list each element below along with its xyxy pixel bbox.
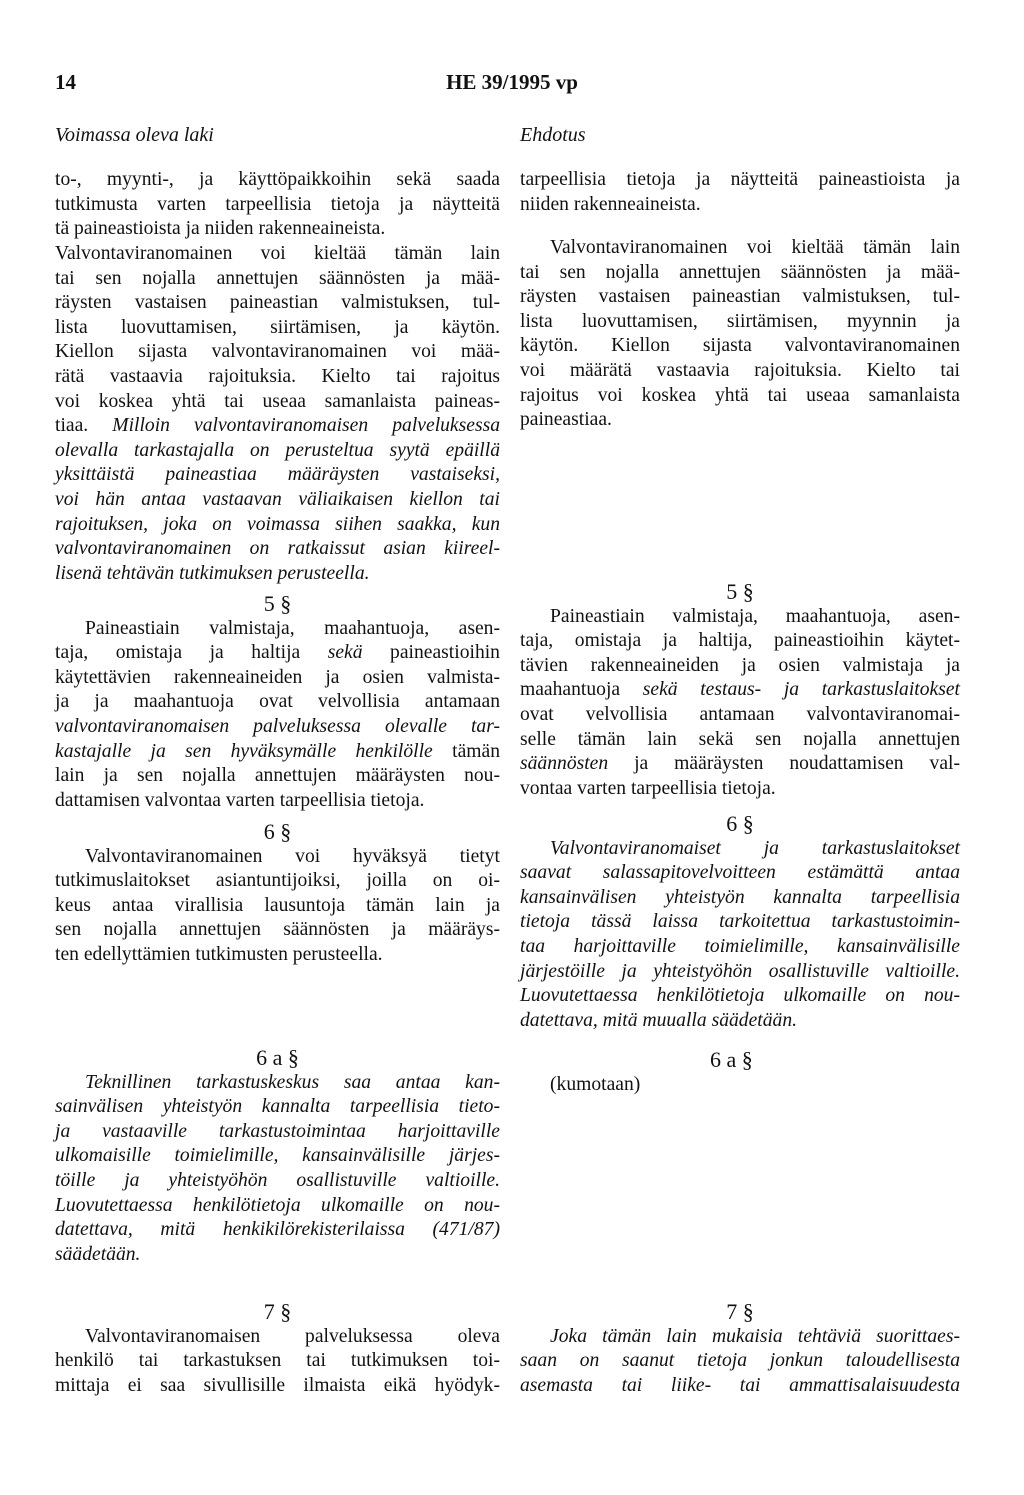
text-line: Teknillinen tarkastuskeskus saa antaa kan- bbox=[85, 1071, 500, 1093]
section-heading: 6 § bbox=[726, 811, 754, 836]
plain-text: taja, omistaja ja haltija bbox=[55, 642, 328, 664]
text-line-mixed bbox=[520, 752, 960, 777]
text-line: Valvontaviranomainen voi kieltää tämän lain bbox=[55, 243, 500, 264]
text-line: datettava, mitä henkikilörekisterilaissa (471/87) bbox=[55, 1219, 500, 1241]
section-heading: 6 a § bbox=[710, 1047, 753, 1072]
repealed-text: (kumotaan) bbox=[550, 1073, 641, 1095]
text-line: olevalla tarkastajalla on perusteltua syytä epäillä bbox=[55, 439, 500, 461]
left-section-6 bbox=[55, 820, 500, 968]
plain-text: maahantuoja bbox=[520, 679, 643, 701]
text-line: säädetään. bbox=[55, 1243, 141, 1265]
right-section-6 bbox=[520, 812, 960, 1033]
left-paragraph-2 bbox=[55, 242, 500, 586]
plain-text: paineastioihin bbox=[362, 642, 500, 664]
text-line-mixed bbox=[55, 641, 500, 666]
text-line: tä paineastioista ja niiden rakenneaineista. bbox=[55, 218, 386, 240]
right-intro-paragraph bbox=[520, 168, 960, 217]
text-line: voi koskea yhtä tai useaa samanlaista paineas- bbox=[55, 390, 500, 412]
text-line: niiden rakenneaineista. bbox=[520, 193, 701, 215]
text-line: keus antaa virallisia lausuntoja tämän lain ja bbox=[55, 894, 500, 916]
plain-text: tiaa. bbox=[55, 415, 113, 437]
text-line: lista luovuttamisen, siirtämisen, myynnin ja bbox=[520, 310, 960, 332]
text-line: töille ja yhteistyöhön osallistuville valtioille. bbox=[55, 1169, 500, 1191]
text-line: lisenä tehtävän tutkimuksen perusteella. bbox=[55, 562, 370, 584]
left-section-5 bbox=[55, 592, 500, 813]
text-line: Valvontaviranomaiset ja tarkastuslaitokset bbox=[550, 837, 960, 859]
text-line: dattamisen valvontaa varten tarpeellisia tietoja. bbox=[55, 789, 425, 811]
plain-text: ja määräysten noudattamisen val- bbox=[608, 753, 960, 775]
text-line: datettava, mitä muualla säädetään. bbox=[520, 1009, 798, 1031]
text-line: voi hän antaa vastaavan väliaikaisen kiellon tai bbox=[55, 488, 500, 510]
left-column-heading: Voimassa oleva laki bbox=[55, 124, 214, 146]
text-line: käytön. Kiellon sijasta valvontaviranomainen bbox=[520, 335, 960, 357]
text-line: lain ja sen nojalla annettujen määräysten nou- bbox=[55, 765, 500, 787]
text-line: räysten vastaisen paineastian valmistuksen, tul- bbox=[55, 292, 500, 314]
text-line: Joka tämän lain mukaisia tehtäviä suorittaes- bbox=[550, 1325, 960, 1347]
italic-text: säännösten bbox=[520, 753, 609, 775]
text-line: kansainvälisen yhteistyön kannalta tarpeellisia bbox=[520, 886, 960, 908]
text-line: valvontaviranomaisen palveluksessa olevalle tar- bbox=[55, 715, 500, 737]
right-section-7 bbox=[520, 1300, 960, 1398]
text-line: räysten vastaisen paineastian valmistuksen, tul- bbox=[520, 286, 960, 308]
right-column-heading: Ehdotus bbox=[520, 124, 586, 146]
text-line: selle tämän lain sekä sen nojalla annettujen bbox=[520, 728, 960, 750]
text-line: asemasta tai liike- tai ammattisalaisuudesta bbox=[520, 1374, 960, 1396]
text-line: rajoituksen, joka on voimassa siihen saakka, kun bbox=[55, 513, 500, 535]
text-line: Luovutettaessa henkilötietoja ulkomaille on nou- bbox=[55, 1194, 500, 1216]
text-line: voi määrätä vastaavia rajoituksia. Kielto tai bbox=[520, 359, 960, 381]
document-id: HE 39/1995 vp bbox=[446, 70, 578, 94]
section-heading: 5 § bbox=[726, 579, 754, 604]
text-line: sen nojalla annettujen säännösten ja määräys- bbox=[55, 919, 500, 941]
text-line: saavat salassapitovelvoitteen estämättä antaa bbox=[520, 862, 960, 884]
text-line: Paineastiain valmistaja, maahantuoja, asen- bbox=[85, 617, 500, 639]
text-line: järjestöille ja yhteistyöhön osallistuville valtioille. bbox=[520, 960, 960, 982]
section-heading: 5 § bbox=[263, 591, 292, 616]
text-line: tai sen nojalla annettujen säännösten ja mää- bbox=[520, 261, 960, 283]
left-section-6a bbox=[55, 1046, 500, 1267]
text-line: Valvontaviranomaisen palveluksessa oleva bbox=[85, 1325, 500, 1347]
right-paragraph-2 bbox=[520, 236, 960, 433]
section-heading: 6 § bbox=[263, 819, 292, 844]
italic-text: sekä testaus- ja tarkastuslaitokset bbox=[642, 679, 960, 701]
text-line: tutkimusta varten tarpeellisia tietoja ja näytteitä bbox=[55, 193, 500, 215]
text-line: yksittäistä paineastiaa määräysten vastaiseksi, bbox=[55, 464, 500, 486]
page-number: 14 bbox=[55, 70, 76, 94]
text-line: tai sen nojalla annettujen säännösten ja mää- bbox=[55, 267, 500, 289]
text-line: tarpeellisia tietoja ja näytteitä paineastioista ja bbox=[520, 169, 960, 190]
text-line: ja vastaaville tarkastustoimintaa harjoittaville bbox=[55, 1120, 500, 1142]
section-heading: 7 § bbox=[263, 1299, 292, 1324]
text-line: tävien rakenneaineiden ja osien valmistaja ja bbox=[520, 654, 960, 676]
text-line-mixed bbox=[55, 414, 500, 439]
text-line: Paineastiain valmistaja, maahantuoja, asen- bbox=[550, 605, 960, 627]
text-line: käytettävien rakenneaineiden ja osien valmista- bbox=[55, 666, 500, 688]
text-line: vontaa varten tarpeellisia tietoja. bbox=[520, 777, 776, 799]
text-line: valvontaviranomainen on ratkaissut asian kiireel- bbox=[55, 538, 500, 560]
text-line: Valvontaviranomainen voi hyväksyä tietyt bbox=[85, 845, 500, 867]
text-line-mixed bbox=[55, 740, 500, 765]
text-line: ovat velvollisia antamaan valvontaviranomai- bbox=[520, 703, 960, 725]
text-line: Luovutettaessa henkilötietoja ulkomaille on nou- bbox=[520, 985, 960, 1007]
text-line: tutkimuslaitokset asiantuntijoiksi, joilla on oi- bbox=[55, 870, 500, 892]
text-line: saan on saanut tietoja jonkun taloudellisesta bbox=[520, 1350, 960, 1372]
right-section-6a bbox=[520, 1048, 960, 1097]
section-heading: 6 a § bbox=[256, 1045, 299, 1070]
text-line-mixed bbox=[520, 678, 960, 703]
text-line: taja, omistaja ja haltija, paineastioihin käytet- bbox=[520, 630, 960, 652]
left-section-7 bbox=[55, 1300, 500, 1398]
text-line: ten edellyttämien tutkimusten perusteella. bbox=[55, 943, 383, 965]
text-line: mittaja ei saa sivullisille ilmaista eikä hyödyk- bbox=[55, 1374, 500, 1396]
italic-text: sekä bbox=[327, 642, 363, 664]
text-line: sainvälisen yhteistyön kannalta tarpeellisia tieto- bbox=[55, 1096, 500, 1118]
italic-text: kastajalle ja sen hyväksymälle henkilölle bbox=[55, 740, 433, 762]
text-line: taa harjoittaville toimielimille, kansainvälisille bbox=[520, 935, 960, 957]
text-line: Kiellon sijasta valvontaviranomainen voi mää- bbox=[55, 341, 500, 363]
text-line: paineastiaa. bbox=[520, 409, 612, 431]
italic-text: Milloin valvontaviranomaisen palveluksessa bbox=[112, 415, 500, 437]
plain-text: tämän bbox=[432, 740, 500, 762]
text-line: rätä vastaavia rajoituksia. Kielto tai rajoitus bbox=[55, 365, 500, 387]
text-line: ulkomaisille toimielimille, kansainvälisille järjes- bbox=[55, 1145, 500, 1167]
section-heading: 7 § bbox=[726, 1299, 754, 1324]
text-line: ja ja maahantuoja ovat velvollisia antamaan bbox=[55, 691, 500, 713]
text-line: tietoja tässä laissa tarkoitettua tarkastustoimin- bbox=[520, 911, 960, 933]
text-line: rajoitus voi koskea yhtä tai useaa samanlaista bbox=[520, 384, 960, 406]
text-line: lista luovuttamisen, siirtämisen, ja käytön. bbox=[55, 316, 500, 338]
left-intro-paragraph bbox=[55, 168, 500, 242]
text-line: Valvontaviranomainen voi kieltää tämän lain bbox=[550, 237, 960, 258]
right-section-5 bbox=[520, 580, 960, 801]
text-line: henkilö tai tarkastuksen tai tutkimuksen toi- bbox=[55, 1350, 500, 1372]
text-line: to-, myynti-, ja käyttöpaikkoihin sekä saada bbox=[55, 169, 500, 190]
